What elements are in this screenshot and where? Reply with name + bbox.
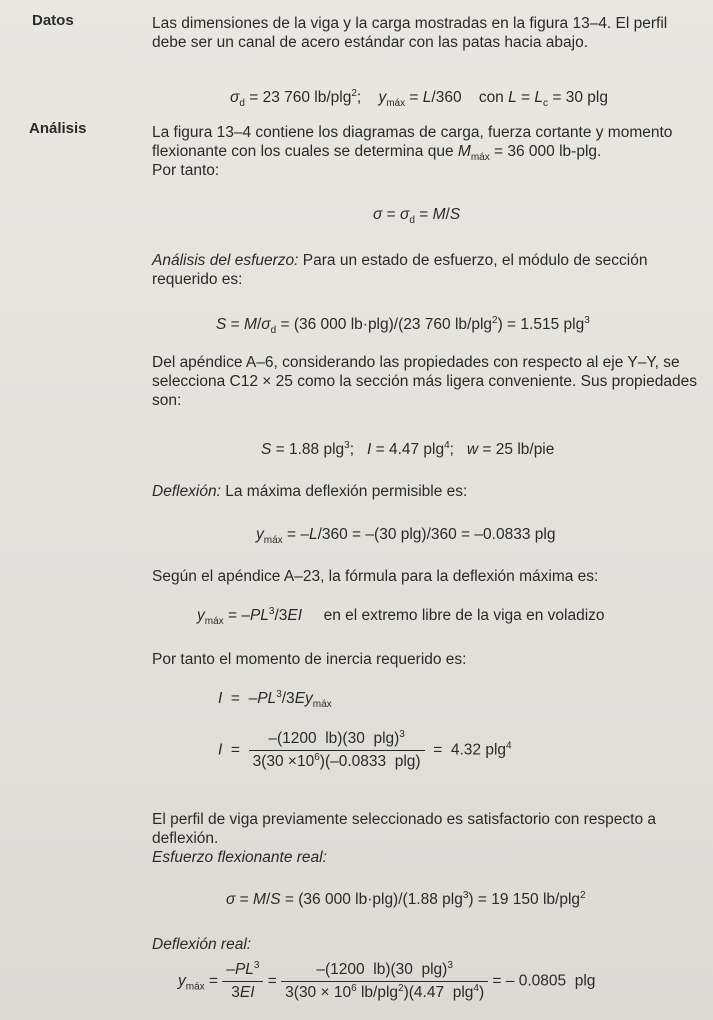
apendice-a23-paragraph: Según el apéndice A–23, la fórmula para la deflexión máxima es: bbox=[152, 568, 599, 585]
esfuerzo-paragraph bbox=[152, 251, 697, 289]
equation-inertia-formula: $I = -PL^3/3Ey_{máx}$ bbox=[218, 688, 332, 711]
analisis-label: Análisis bbox=[29, 120, 87, 137]
satisfactorio-paragraph: El perfil de viga previamente seleccionado es satisfactorio con respecto a deflexión. bbox=[152, 811, 657, 847]
equation-inertia-required: I = $\frac{-(1200 lb)(30 plg)^3}{3(30 \times 10^6)(-0.0833 plg)}$ = 4.32 plg$^4$ bbox=[218, 728, 512, 770]
deflexion-paragraph bbox=[152, 482, 697, 501]
mmax-value: = 36 000 lb-plg. bbox=[489, 143, 602, 160]
esfuerzo-heading: Análisis del esfuerzo: bbox=[152, 252, 299, 269]
datos-paragraph: Las dimensiones de la viga y la carga mostradas en la figura 13–4. El perfil debe ser un canal de acero estándar con las patas hacia abajo. bbox=[152, 15, 668, 51]
deflexion-real-label: Deflexión real: bbox=[152, 936, 252, 953]
fraction-pl3-3ei: $\frac{-PL^3}{3EI}$ bbox=[222, 961, 263, 1002]
analisis-paragraph bbox=[152, 123, 697, 180]
equation-deflection-formula: $y_{máx} = -PL^3/3EI$ en el extremo libre de la viga en voladizo bbox=[197, 605, 605, 628]
analisis-text: La figura 13–4 contiene los diagramas de carga, fuerza cortante y momento flexionante con los cuales se determina que bbox=[152, 124, 673, 160]
fraction-inertia: $\frac{-(1200 lb)(30 plg)^3}{3(30 \times 10^6)(-0.0833 plg)}$ bbox=[249, 730, 425, 771]
deflexion-text: La máxima deflexión permisible es: bbox=[220, 483, 468, 500]
portanto-text: Por tanto: bbox=[152, 162, 220, 179]
equation-real-deflection: $y_{máx}$ = $\frac{-PL^3}{3EI}$ = $\frac{-(1200 lb)(30 plg)^3}{3(30 \times 10^6 lb/plg^2)(4.47 plg^4)}$ = – 0.0805 plg bbox=[178, 959, 596, 1001]
mmax-symbol: M bbox=[457, 143, 471, 160]
mmax-sub: máx bbox=[470, 152, 490, 164]
equation-max-deflection: $y_{máx} = -L/360 = -(30$ plg)/360 = –0.0833 plg bbox=[256, 526, 556, 547]
esfuerzo-real-heading bbox=[152, 848, 697, 867]
equation-real-stress: σ = M/S = (36 000 lb·plg)/(1.88 plg$^3$) = 19 150 lb/plg$^2$ bbox=[226, 889, 586, 908]
equation-properties: S = 1.88 plg$^3$; I = 4.47 plg$^4$; w = 25 lb/pie bbox=[261, 439, 555, 458]
deflexion-real-heading bbox=[152, 935, 697, 954]
esfuerzo-text: Para un estado de esfuerzo, el módulo de sección requerido es: bbox=[152, 252, 648, 288]
fraction-real-deflection: $\frac{-(1200 lb)(30 plg)^3}{3(30 \times 10^6 lb/plg^2)(4.47 plg^4)}$ bbox=[281, 961, 488, 1002]
equation-given-values: $\sigma_d = 23$ 760 lb/plg$^2$; $y_{máx} = L/360$ con $L = L_c = 30$ plg bbox=[230, 87, 608, 110]
deflexion-heading: Deflexión: bbox=[152, 483, 221, 500]
equation-section-modulus: $S = M/\sigma_d = (36$ 000 lb·plg)/(23 760 lb/plg$^2$) = 1.515 plg$^3$ bbox=[216, 314, 590, 337]
momento-req-paragraph: Por tanto el momento de inercia requerido es: bbox=[152, 651, 467, 668]
equation-sigma-ms: $\sigma = \sigma_d = M/S$ bbox=[373, 206, 461, 227]
datos-label: Datos bbox=[32, 12, 74, 29]
apendice-a6-paragraph: Del apéndice A–6, considerando las propiedades con respecto al eje Y–Y, se selecciona C12 × 25 como la sección más ligera conveniente. Sus propiedades son: bbox=[152, 354, 697, 409]
extremo-libre-text: en el extremo libre de la viga en voladizo bbox=[323, 607, 605, 624]
esfuerzo-real-label: Esfuerzo flexionante real: bbox=[152, 849, 327, 866]
